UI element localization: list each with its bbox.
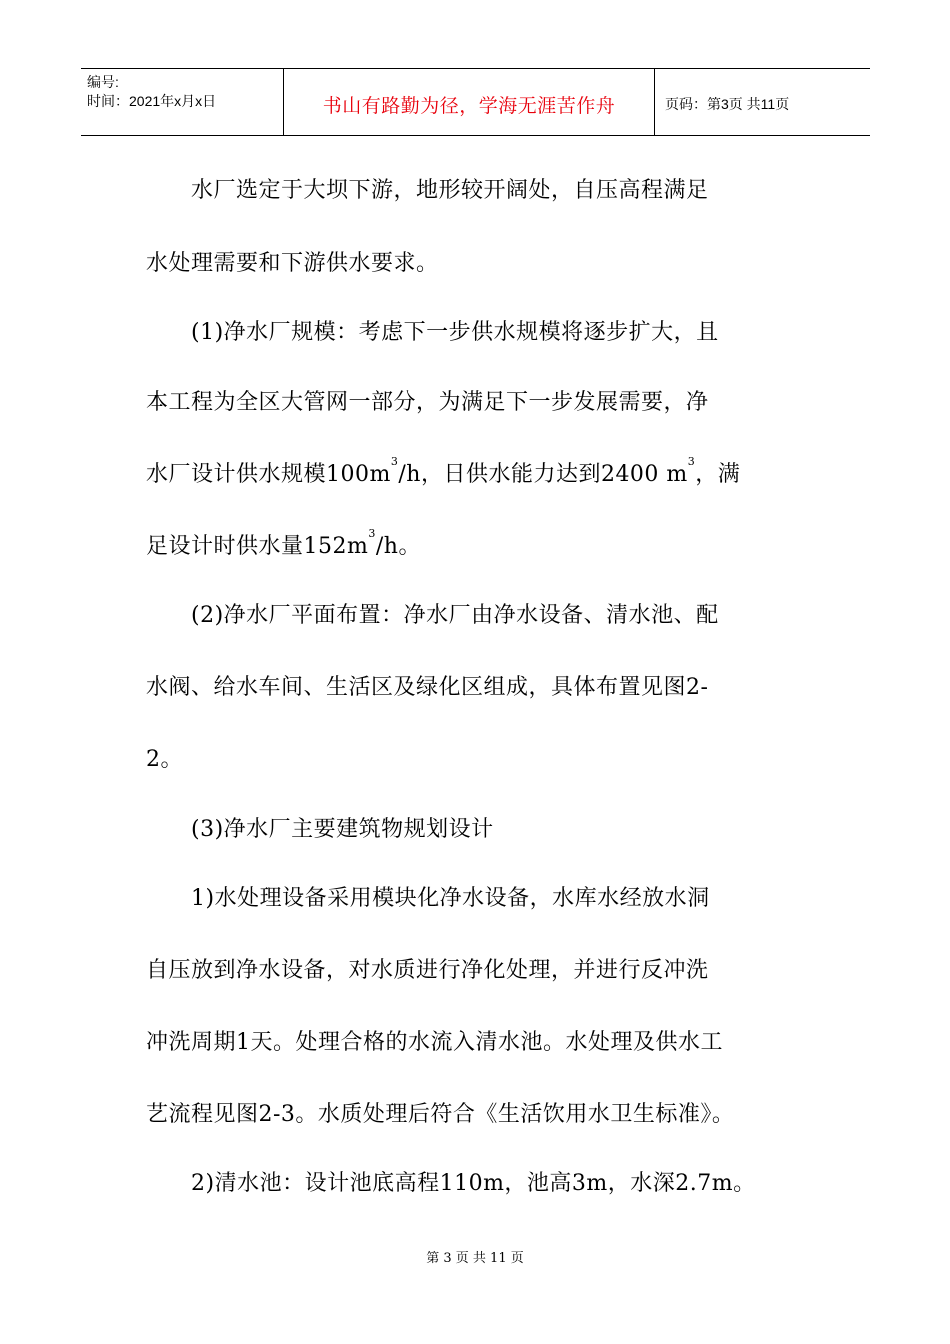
header-left-cell: [81, 69, 283, 135]
body-line-9: 2。: [146, 747, 183, 772]
body-line-8: 水阀、给水车间、生活区及绿化区组成，具体布置见图2-: [146, 675, 709, 700]
body-line-6-b: /h。: [375, 534, 421, 559]
body-line-7: (2)净水厂平面布置：净水厂由净水设备、清水池、配: [146, 603, 719, 628]
body-line-5: [146, 457, 816, 488]
body-line-10: (3)净水厂主要建筑物规划设计: [146, 817, 494, 842]
body-line-5-c: ，满: [695, 462, 741, 487]
body-line-4: 本工程为全区大管网一部分，为满足下一步发展需要，净: [146, 390, 709, 415]
superscript-3: 3: [368, 527, 376, 540]
body-line-13: 冲洗周期1天。处理合格的水流入清水池。水处理及供水工: [146, 1030, 723, 1055]
page-header: [81, 68, 870, 136]
body-line-3: (1)净水厂规模：考虑下一步供水规模将逐步扩大，且: [146, 320, 719, 345]
body-line-11: 1)水处理设备采用模块化净水设备，水库水经放水洞: [146, 886, 710, 911]
document-date-label: 时间：2021年x月x日: [87, 93, 217, 109]
header-page-info: 页码：第3页 共11页: [665, 96, 790, 112]
document-number-label: 编号:: [87, 74, 119, 90]
page-footer: 第 3 页 共 11 页: [426, 1251, 524, 1266]
body-line-1: 水厂选定于大坝下游，地形较开阔处，自压高程满足: [146, 178, 709, 203]
header-motto: 书山有路勤为径，学海无涯苦作舟: [322, 95, 616, 117]
body-line-6-a: 足设计时供水量152m: [146, 534, 369, 559]
superscript-3: 3: [687, 455, 696, 468]
body-line-12: 自压放到净水设备，对水质进行净化处理，并进行反冲洗: [146, 958, 709, 983]
body-line-15: 2)清水池：设计池底高程110m，池高3m，水深2.7m。: [146, 1171, 756, 1196]
body-line-5-a: 水厂设计供水规模100m: [146, 462, 391, 487]
body-line-6: [146, 529, 816, 560]
body-line-5-b: /h，日供水能力达到2400 m: [398, 462, 688, 487]
body-line-14: 艺流程见图2-3。水质处理后符合《生活饮用水卫生标准》。: [146, 1102, 735, 1127]
header-motto-cell: [283, 69, 655, 135]
body-line-2: 水处理需要和下游供水要求。: [146, 251, 439, 276]
superscript-3: 3: [390, 455, 399, 468]
header-right-cell: [655, 69, 870, 135]
